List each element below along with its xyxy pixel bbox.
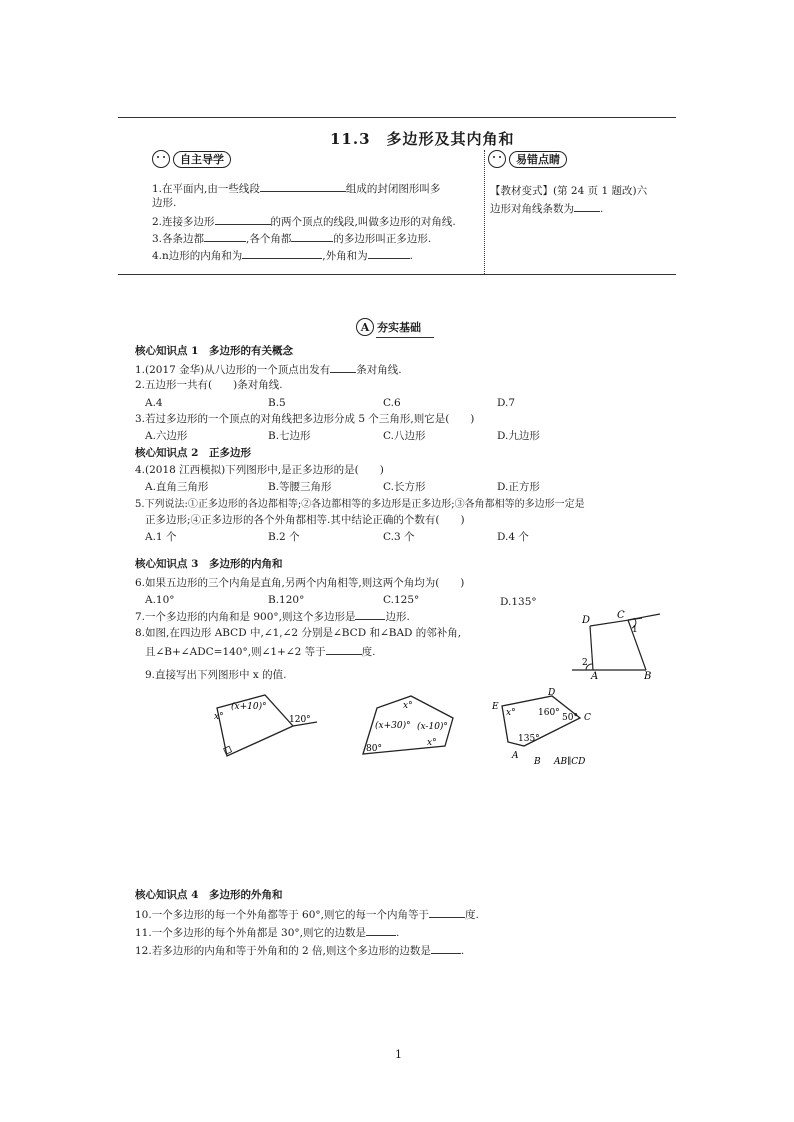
- q9: 9.直接写出下列图形中 x 的值.: [145, 669, 287, 681]
- label-b: B: [534, 757, 541, 767]
- answer-blank[interactable]: [260, 181, 346, 192]
- label-x-bottom: x°: [427, 738, 437, 748]
- q12: 12.若多边形的内角和等于外角和的 2 倍,则这个多边形的边数是 .: [135, 945, 465, 957]
- q5-option-d[interactable]: D.4 个: [497, 531, 529, 543]
- label-135: 135°: [518, 734, 540, 744]
- q5-option-a[interactable]: A.1 个: [145, 531, 177, 543]
- answer-blank[interactable]: [366, 925, 396, 936]
- q9-figure-pentagon: [355, 692, 465, 758]
- answer-blank[interactable]: [355, 609, 385, 620]
- q8-line-1: 8.如图,在四边形 ABCD 中,∠1,∠2 分别是∠BCD 和∠BAD 的邻补角,: [135, 627, 462, 639]
- section-a-badge: A 夯实基础: [356, 318, 421, 336]
- answer-blank[interactable]: [429, 907, 465, 918]
- kp3-heading: 核心知识点 3 多边形的内角和: [135, 558, 283, 570]
- page-number: 1: [395, 1048, 402, 1061]
- student-face-icon: [152, 150, 170, 168]
- error-point-badge: 易错点睛: [488, 150, 567, 168]
- answer-blank[interactable]: [431, 943, 461, 954]
- label-x-top: x°: [403, 701, 413, 711]
- q11: 11.一个多边形的每个外角都是 30°,则它的边数是 .: [135, 927, 400, 939]
- q4: 4.(2018 江西模拟)下列图形中,是正多边形的是( ): [135, 464, 384, 476]
- q2-option-b[interactable]: B.5: [268, 397, 286, 409]
- q5-option-b[interactable]: B.2 个: [268, 531, 300, 543]
- label-d: D: [548, 688, 556, 698]
- q6-option-b[interactable]: B.120°: [268, 594, 305, 606]
- label-2: 2: [582, 658, 588, 668]
- q3-option-c[interactable]: C.八边形: [383, 430, 426, 442]
- self-study-line-4: 4.n边形的内角和为 ,外角和为 .: [152, 250, 413, 262]
- q2-option-d[interactable]: D.7: [497, 397, 516, 409]
- label-x-minus-10: (x-10)°: [417, 722, 448, 732]
- q1: 1.(2017 金华)从八边形的一个顶点出发有 条对角线.: [135, 364, 402, 376]
- self-study-badge: 自主导学: [152, 150, 231, 168]
- q5-line-1: 5.下列说法:①正多边形的各边都相等;②各边都相等的多边形是正多边形;③各角都相等的多边形一定是: [135, 499, 585, 510]
- label-c: C: [584, 713, 591, 723]
- label-160: 160°: [538, 708, 560, 718]
- error-point-line-2: 边形对角线条数为 .: [490, 203, 604, 215]
- q8-quadrilateral-figure: [570, 608, 670, 680]
- label-d: D: [582, 615, 591, 626]
- q3-option-a[interactable]: A.六边形: [145, 430, 188, 442]
- label-a: A: [512, 751, 519, 761]
- self-study-line-1: 1.在平面内,由一些线段 组成的封闭图形叫多: [152, 183, 441, 195]
- q10: 10.一个多边形的每一个外角都等于 60°,则它的每一个内角等于 度.: [135, 909, 479, 921]
- label-c: C: [617, 610, 625, 621]
- label-50: 50°: [562, 713, 578, 723]
- label-x-plus-10: (x+10)°: [231, 702, 267, 712]
- answer-blank[interactable]: [204, 231, 246, 242]
- self-study-line-1b: 边形.: [152, 197, 177, 209]
- self-study-line-3: 3.各条边都 ,各个角都 的多边形叫正多边形.: [152, 233, 432, 245]
- self-study-line-2: 2.连接多边形 的两个顶点的线段,叫做多边形的对角线.: [152, 216, 456, 228]
- label-x: x°: [506, 708, 516, 718]
- q3-option-b[interactable]: B.七边形: [268, 430, 311, 442]
- q5-line-2: 正多边形;④正多边形的各个外角都相等.其中结论正确的个数有( ): [145, 514, 465, 526]
- answer-blank[interactable]: [326, 644, 362, 655]
- kp1-heading: 核心知识点 1 多边形的有关概念: [135, 345, 293, 357]
- q4-option-a[interactable]: A.直角三角形: [145, 481, 209, 493]
- answer-blank[interactable]: [330, 362, 356, 373]
- top-rule: [118, 117, 676, 118]
- header-bottom-rule: [118, 274, 676, 275]
- q2: 2.五边形一共有( )条对角线.: [135, 379, 283, 391]
- q2-option-a[interactable]: A.4: [145, 397, 163, 409]
- section-a-underline: [376, 337, 434, 338]
- q6-option-a[interactable]: A.10°: [145, 594, 175, 606]
- answer-blank[interactable]: [574, 201, 600, 212]
- kp2-heading: 核心知识点 2 正多边形: [135, 447, 251, 459]
- q6: 6.如果五边形的三个内角是直角,另两个内角相等,则这两个角均为( ): [135, 577, 465, 589]
- q3-option-d[interactable]: D.九边形: [497, 430, 540, 442]
- q2-option-c[interactable]: C.6: [383, 397, 401, 409]
- answer-blank[interactable]: [242, 248, 322, 259]
- student-face-icon: [488, 150, 506, 168]
- q9-figure-pentagon-parallel: [488, 686, 608, 768]
- label-parallel-note: AB∥CD: [554, 757, 586, 767]
- page-title: 11.3 多边形及其内角和: [330, 130, 515, 148]
- error-point-line-1: 【教材变式】(第 24 页 1 题改)六: [490, 185, 648, 197]
- q4-option-d[interactable]: D.正方形: [497, 481, 540, 493]
- q9-figure-quadrilateral: [205, 690, 323, 762]
- label-x: x°: [214, 712, 224, 722]
- label-b: B: [644, 671, 652, 680]
- q6-option-d[interactable]: D.135°: [500, 596, 537, 608]
- label-x-plus-30: (x+30)°: [375, 721, 411, 731]
- label-a: A: [591, 671, 599, 680]
- q8-line-2: 且∠B+∠ADC=140°,则∠1+∠2 等于 度.: [145, 646, 376, 658]
- answer-blank[interactable]: [368, 248, 410, 259]
- kp4-heading: 核心知识点 4 多边形的外角和: [135, 889, 283, 901]
- edge-da: [590, 626, 593, 670]
- label-120: 120°: [289, 715, 311, 725]
- q7: 7.一个多边形的内角和是 900°,则这个多边形是 边形.: [135, 611, 410, 623]
- label-1: 1: [632, 625, 638, 635]
- label-e: E: [492, 702, 499, 712]
- label-80: 80°: [366, 744, 382, 754]
- q4-option-b[interactable]: B.等腰三角形: [268, 481, 332, 493]
- answer-blank[interactable]: [291, 231, 333, 242]
- q6-option-c[interactable]: C.125°: [383, 594, 420, 606]
- q4-option-c[interactable]: C.长方形: [383, 481, 426, 493]
- column-divider: [484, 150, 485, 274]
- extension-dc: [628, 614, 660, 620]
- q3: 3.若过多边形的一个顶点的对角线把多边形分成 5 个三角形,则它是( ): [135, 413, 475, 425]
- q5-option-c[interactable]: C.3 个: [383, 531, 415, 543]
- answer-blank[interactable]: [215, 214, 271, 225]
